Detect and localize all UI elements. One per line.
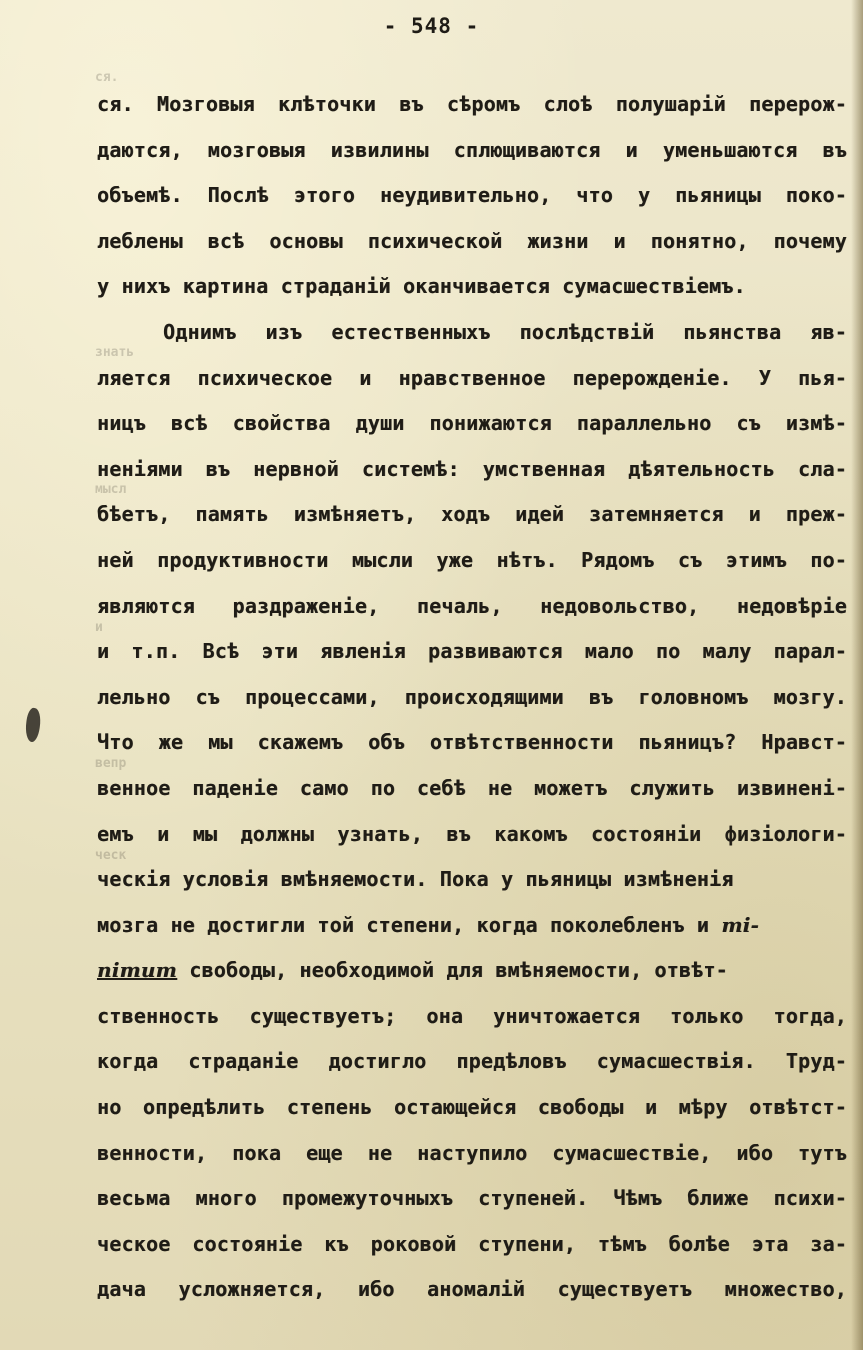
bleed-through-text: ся. (95, 70, 119, 85)
text-line: ницъ всѣ свойства души понижаются параллельно съ измѣ- (97, 411, 847, 436)
text-line: лельно съ процессами, происходящими въ головномъ мозгу. (97, 684, 847, 709)
text-line: ческія условія вмѣняемости. Пока у пьяницы измѣненія (97, 867, 734, 892)
text-line: дача усложняется, ибо аномалій существуетъ множество, (97, 1277, 847, 1302)
text-line: даются, мозговыя извилины сплющиваются и уменьшаются въ (97, 137, 847, 162)
typed-text: свободы, необходимой для вмѣняемости, отвѣт- (189, 958, 728, 983)
text-line: емъ и мы должны узнать, въ какомъ состоянiи физiологи- (97, 821, 847, 846)
text-line: венности, пока еще не наступило сумасшествіе, ибо тутъ (97, 1140, 847, 1165)
text-line: ней продуктивности мысли уже нѣтъ. Рядомъ съ этимъ по- (97, 547, 847, 572)
typed-text: мозга не достигли той степени, когда поколебленъ и (97, 912, 710, 937)
text-line: бѣетъ, память измѣняетъ, ходъ идей затемняется и преж- (97, 502, 847, 527)
text-line: когда страданіе достигло предѣловъ сумасшествія. Труд- (97, 1049, 847, 1074)
text-line: Что же мы скажемъ объ отвѣтственности пьяницъ? Нравст- (97, 730, 847, 755)
text-line-with-handwriting (97, 903, 847, 949)
text-line: являются раздраженіе, печаль, недовольство, недовѣріе (97, 593, 847, 618)
text-line: ляется психическое и нравственное перерожденіе. У пья- (97, 365, 847, 390)
text-line: ственность существуетъ; она уничтожается только тогда, (97, 1003, 847, 1028)
bleed-through-text: знать (95, 345, 135, 360)
paragraph-first-line: Однимъ изъ естественныхъ послѣдствій пьянства яв- (163, 319, 847, 344)
bleed-through-text: и (95, 620, 103, 635)
text-line: у нихъ картина страданій оканчивается сумасшествіемъ. (97, 274, 746, 299)
bleed-through-text: мысл (95, 482, 127, 497)
handwritten-insert: mi- (721, 912, 759, 937)
bleed-through-text: вепр (95, 756, 127, 771)
text-line: но опредѣлить степень остающейся свободы и мѣру отвѣтст- (97, 1095, 847, 1120)
handwritten-insert: nimum (97, 958, 178, 983)
text-line: леблены всѣ основы психической жизни и понятно, почему (97, 228, 847, 253)
bleed-through-text: ческ (95, 848, 127, 863)
page-number: - 548 - (383, 14, 480, 38)
text-line: и т.п. Всѣ эти явленія развиваются мало по малу парал- (97, 639, 847, 664)
ink-blot-mark (24, 707, 43, 743)
text-line: неніями въ нервной системѣ: умственная дѣятельность сла- (97, 456, 847, 481)
text-line: венное паденіе само по себѣ не можетъ служить извиненi- (97, 775, 847, 800)
text-line-with-handwriting (97, 948, 847, 994)
page-edge-shadow (851, 0, 863, 1350)
text-line: ся. Мозговыя клѣточки въ сѣромъ слоѣ полушарій перерож- (97, 92, 847, 116)
body-text (97, 82, 847, 1313)
text-line: весьма много промежуточныхъ ступеней. Чѣмъ ближе психи- (97, 1186, 847, 1211)
text-line: объемѣ. Послѣ этого неудивительно, что у пьяницы поко- (97, 183, 847, 208)
text-line: ческое состояніе къ роковой ступени, тѣмъ болѣе эта за- (97, 1231, 847, 1256)
